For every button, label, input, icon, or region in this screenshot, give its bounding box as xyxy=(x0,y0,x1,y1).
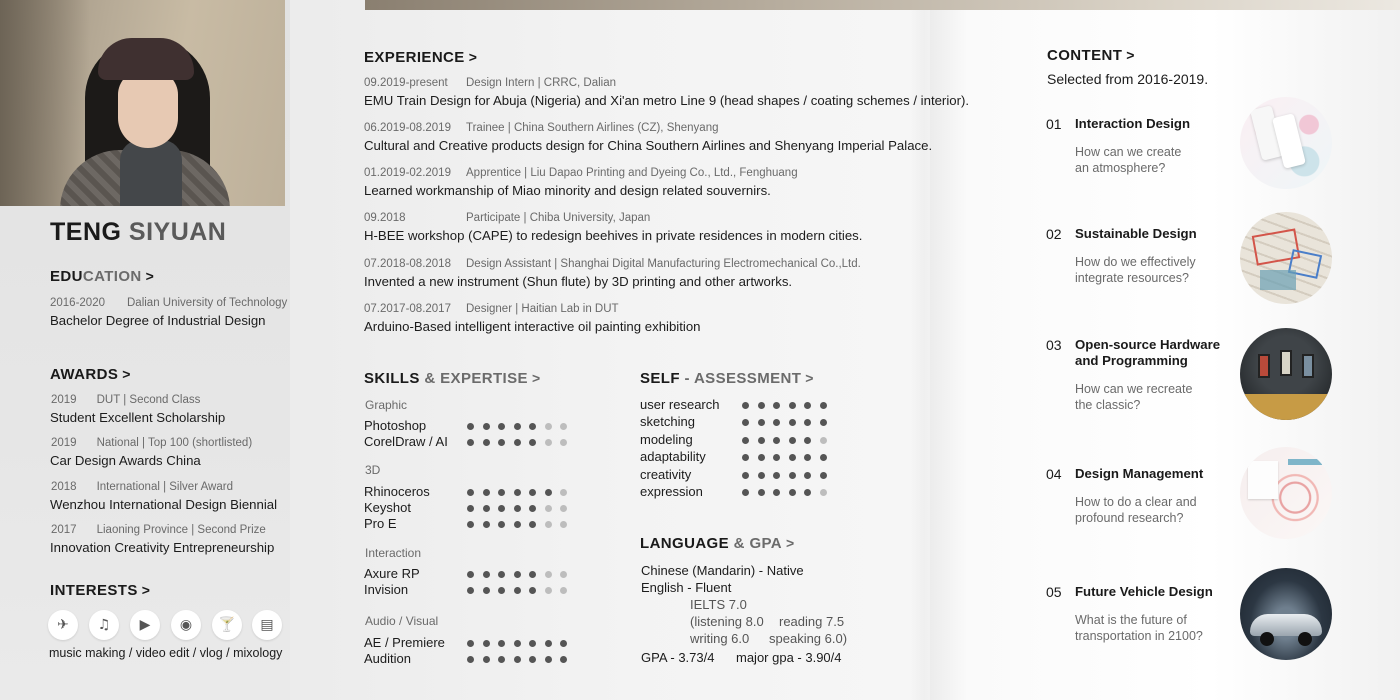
rating-dot xyxy=(514,587,521,594)
rating-dot xyxy=(467,587,474,594)
rating-dot xyxy=(820,419,827,426)
open-source-hardware-thumbnail[interactable] xyxy=(1240,328,1332,420)
rating-dot xyxy=(467,439,474,446)
rating-dot xyxy=(529,505,536,512)
rating-dot xyxy=(529,521,536,528)
experience-date: 07.2018-08.2018 xyxy=(364,258,451,270)
rating-dot xyxy=(742,419,749,426)
video-camera-icon: ▶ xyxy=(130,610,160,640)
language-gpa: GPA - 3.73/4 xyxy=(641,650,715,665)
rating-dot xyxy=(758,489,765,496)
content-question: How can we recreate xyxy=(1075,382,1193,396)
award-year: 2019 xyxy=(51,437,77,449)
skill-category: Interaction xyxy=(365,546,422,560)
content-heading: CONTENT > xyxy=(1047,47,1135,64)
skill-rating xyxy=(467,521,576,528)
cocktail-icon: 🍸 xyxy=(212,610,242,640)
award-meta xyxy=(51,524,266,536)
rating-dot xyxy=(498,640,505,647)
rating-dot xyxy=(789,489,796,496)
assessment-rating xyxy=(742,489,835,496)
skill-name: Pro E xyxy=(364,516,397,531)
skill-name: CorelDraw / AI xyxy=(364,434,448,449)
rating-dot xyxy=(560,505,567,512)
rating-dot xyxy=(529,571,536,578)
rating-dot xyxy=(545,587,552,594)
content-subtitle: Selected from 2016-2019. xyxy=(1047,71,1209,87)
award-meta xyxy=(51,481,233,493)
skill-name: Keyshot xyxy=(364,500,411,515)
rating-dot xyxy=(758,402,765,409)
rating-dot xyxy=(498,439,505,446)
award-category: DUT | Second Class xyxy=(96,394,201,406)
skill-name: Audition xyxy=(364,651,411,666)
rating-dot xyxy=(560,571,567,578)
music-icon: ♫ xyxy=(89,610,119,640)
first-name: TENG xyxy=(50,218,122,246)
rating-dot xyxy=(467,505,474,512)
rating-dot xyxy=(545,505,552,512)
rating-dot xyxy=(467,423,474,430)
rating-dot xyxy=(467,521,474,528)
rating-dot xyxy=(467,571,474,578)
award-category: International | Silver Award xyxy=(96,481,233,493)
skill-rating xyxy=(467,587,576,594)
camera-icon: ◉ xyxy=(171,610,201,640)
rating-dot xyxy=(483,439,490,446)
content-question-line2: profound research? xyxy=(1075,511,1184,525)
rating-dot xyxy=(514,439,521,446)
assessment-name: adaptability xyxy=(640,449,706,464)
language-ielts: IELTS 7.0 xyxy=(690,597,747,612)
rating-dot xyxy=(804,437,811,444)
language-reading: reading 7.5 xyxy=(779,614,845,629)
future-vehicle-thumbnail[interactable] xyxy=(1240,568,1332,660)
rating-dot xyxy=(483,423,490,430)
rating-dot xyxy=(529,489,536,496)
interaction-design-thumbnail[interactable] xyxy=(1240,97,1332,189)
rating-dot xyxy=(742,437,749,444)
rating-dot xyxy=(514,656,521,663)
rating-dot xyxy=(529,587,536,594)
award-meta xyxy=(51,437,252,449)
skill-rating xyxy=(467,640,576,647)
experience-date: 06.2019-08.2019 xyxy=(364,122,451,134)
experience-meta xyxy=(364,167,798,179)
content-number: 03 xyxy=(1046,337,1062,353)
rating-dot xyxy=(560,656,567,663)
rating-dot xyxy=(514,571,521,578)
rating-dot xyxy=(773,419,780,426)
sustainable-design-thumbnail[interactable] xyxy=(1240,212,1332,304)
rating-dot xyxy=(560,489,567,496)
skill-rating xyxy=(467,439,576,446)
skill-name: AE / Premiere xyxy=(364,635,445,650)
rating-dot xyxy=(498,656,505,663)
education-heading: EDUCATION > xyxy=(50,268,155,285)
skill-rating xyxy=(467,489,576,496)
education-degree: Bachelor Degree of Industrial Design xyxy=(50,313,266,328)
content-title[interactable]: Interaction Design xyxy=(1075,116,1191,131)
rating-dot xyxy=(820,489,827,496)
rating-dot xyxy=(467,489,474,496)
language-native: Chinese (Mandarin) - Native xyxy=(641,563,804,578)
rating-dot xyxy=(820,472,827,479)
assessment-rating xyxy=(742,437,835,444)
rating-dot xyxy=(545,656,552,663)
skill-rating xyxy=(467,571,576,578)
skill-name: Axure RP xyxy=(364,566,420,581)
language-major-gpa: major gpa - 3.90/4 xyxy=(736,650,842,665)
experience-date: 01.2019-02.2019 xyxy=(364,167,451,179)
awards-heading: AWARDS > xyxy=(50,366,131,383)
rating-dot xyxy=(483,640,490,647)
content-number: 01 xyxy=(1046,116,1062,132)
rating-dot xyxy=(820,437,827,444)
content-question: How to do a clear and xyxy=(1075,495,1197,509)
content-question-line2: the classic? xyxy=(1075,398,1141,412)
experience-date: 07.2017-08.2017 xyxy=(364,303,451,315)
experience-role: Trainee | China Southern Airlines (CZ), Shenyang xyxy=(466,122,719,134)
rating-dot xyxy=(773,402,780,409)
content-title-line2[interactable]: and Programming xyxy=(1075,353,1188,368)
experience-description: Arduino-Based intelligent interactive oil painting exhibition xyxy=(364,319,701,334)
award-year: 2017 xyxy=(51,524,77,536)
language-heading: LANGUAGE & GPA > xyxy=(640,535,795,552)
content-title[interactable]: Future Vehicle Design xyxy=(1075,584,1213,599)
experience-meta xyxy=(364,77,616,89)
rating-dot xyxy=(773,489,780,496)
rating-dot xyxy=(545,571,552,578)
experience-role: Participate | Chiba University, Japan xyxy=(466,212,651,224)
award-title: Car Design Awards China xyxy=(50,453,201,468)
rating-dot xyxy=(820,454,827,461)
rating-dot xyxy=(514,640,521,647)
rating-dot xyxy=(467,640,474,647)
award-meta xyxy=(51,394,200,406)
rating-dot xyxy=(789,419,796,426)
assessment-rating xyxy=(742,402,835,409)
profile-photo xyxy=(0,0,285,206)
rating-dot xyxy=(498,521,505,528)
skill-rating xyxy=(467,423,576,430)
rating-dot xyxy=(758,419,765,426)
top-accent-bar xyxy=(365,0,1400,10)
rating-dot xyxy=(804,489,811,496)
rating-dot xyxy=(545,423,552,430)
notebook-icon: ▤ xyxy=(252,610,282,640)
rating-dot xyxy=(820,402,827,409)
experience-meta xyxy=(364,258,861,270)
rating-dot xyxy=(498,587,505,594)
experience-heading: EXPERIENCE > xyxy=(364,49,478,66)
rating-dot xyxy=(529,423,536,430)
rating-dot xyxy=(560,587,567,594)
assessment-rating xyxy=(742,454,835,461)
skill-category: Graphic xyxy=(365,398,408,412)
assessment-name: sketching xyxy=(640,414,695,429)
content-title[interactable]: Open-source Hardware xyxy=(1075,337,1221,352)
rating-dot xyxy=(773,454,780,461)
skill-rating xyxy=(467,505,576,512)
content-number: 02 xyxy=(1046,226,1062,242)
experience-role: Designer | Haitian Lab in DUT xyxy=(466,303,619,315)
award-title: Student Excellent Scholarship xyxy=(50,410,226,425)
rating-dot xyxy=(560,640,567,647)
assessment-name: user research xyxy=(640,397,720,412)
rating-dot xyxy=(545,640,552,647)
rating-dot xyxy=(545,439,552,446)
rating-dot xyxy=(742,472,749,479)
rating-dot xyxy=(545,521,552,528)
award-year: 2018 xyxy=(51,481,77,493)
airplane-icon: ✈ xyxy=(48,610,78,640)
language-speaking: speaking 6.0) xyxy=(769,631,848,646)
content-question: How do we effectively xyxy=(1075,255,1196,269)
language-writing: writing 6.0 xyxy=(690,631,750,646)
experience-meta xyxy=(364,212,650,224)
rating-dot xyxy=(483,571,490,578)
rating-dot xyxy=(758,437,765,444)
experience-date: 09.2019-present xyxy=(364,77,448,89)
content-number: 04 xyxy=(1046,466,1062,482)
rating-dot xyxy=(514,505,521,512)
rating-dot xyxy=(529,439,536,446)
person-name xyxy=(50,218,226,247)
award-category: Liaoning Province | Second Prize xyxy=(96,524,266,536)
rating-dot xyxy=(758,472,765,479)
content-number: 05 xyxy=(1046,584,1062,600)
experience-meta xyxy=(364,303,619,315)
content-question-line2: transportation in 2100? xyxy=(1075,629,1203,643)
skill-category: Audio / Visual xyxy=(365,614,439,628)
rating-dot xyxy=(773,472,780,479)
assessment-rating xyxy=(742,472,835,479)
rating-dot xyxy=(483,656,490,663)
rating-dot xyxy=(804,472,811,479)
award-title: Innovation Creativity Entrepreneurship xyxy=(50,540,275,555)
rating-dot xyxy=(758,454,765,461)
skill-name: Photoshop xyxy=(364,418,427,433)
content-question-line2: integrate resources? xyxy=(1075,271,1189,285)
rating-dot xyxy=(483,587,490,594)
assessment-name: creativity xyxy=(640,467,692,482)
content-question-line2: an atmosphere? xyxy=(1075,161,1166,175)
rating-dot xyxy=(514,489,521,496)
rating-dot xyxy=(742,402,749,409)
skill-name: Invision xyxy=(364,582,409,597)
rating-dot xyxy=(560,521,567,528)
design-management-thumbnail[interactable] xyxy=(1240,447,1332,539)
experience-description: Learned workmanship of Miao minority and design related souvernirs. xyxy=(364,183,771,198)
experience-role: Design Intern | CRRC, Dalian xyxy=(466,77,616,89)
interests-heading: INTERESTS > xyxy=(50,582,151,599)
assessment-rating xyxy=(742,419,835,426)
rating-dot xyxy=(498,505,505,512)
rating-dot xyxy=(483,505,490,512)
experience-description: EMU Train Design for Abuja (Nigeria) and Xi'an metro Line 9 (head shapes / coating schemes / interior). xyxy=(364,93,970,108)
rating-dot xyxy=(514,423,521,430)
rating-dot xyxy=(467,656,474,663)
rating-dot xyxy=(514,521,521,528)
rating-dot xyxy=(483,489,490,496)
skills-heading: SKILLS & EXPERTISE > xyxy=(364,370,541,387)
content-title[interactable]: Design Management xyxy=(1075,466,1204,481)
last-name: SIYUAN xyxy=(128,218,227,246)
rating-dot xyxy=(545,489,552,496)
skill-rating xyxy=(467,656,576,663)
rating-dot xyxy=(483,521,490,528)
rating-dot xyxy=(804,454,811,461)
experience-role: Design Assistant | Shanghai Digital Manufacturing Electromechanical Co.,Ltd. xyxy=(466,258,861,270)
experience-description: Invented a new instrument (Shun flute) by 3D printing and other artworks. xyxy=(364,274,793,289)
rating-dot xyxy=(560,423,567,430)
rating-dot xyxy=(742,454,749,461)
language-listening: (listening 8.0 xyxy=(690,614,764,629)
rating-dot xyxy=(742,489,749,496)
experience-description: Cultural and Creative products design for China Southern Airlines and Shenyang Imperial Palace. xyxy=(364,138,933,153)
content-title[interactable]: Sustainable Design xyxy=(1075,226,1197,241)
rating-dot xyxy=(529,640,536,647)
experience-description: H-BEE workshop (CAPE) to redesign beehives in private residences in modern cities. xyxy=(364,228,863,243)
rating-dot xyxy=(789,454,796,461)
skill-category: 3D xyxy=(365,463,381,477)
award-title: Wenzhou International Design Biennial xyxy=(50,497,278,512)
experience-meta xyxy=(364,122,719,134)
experience-date: 09.2018 xyxy=(364,212,406,224)
rating-dot xyxy=(804,402,811,409)
award-category: National | Top 100 (shortlisted) xyxy=(96,437,253,449)
rating-dot xyxy=(773,437,780,444)
assessment-name: expression xyxy=(640,484,703,499)
rating-dot xyxy=(804,419,811,426)
content-question: How can we create xyxy=(1075,145,1182,159)
interests-caption: music making / video edit / vlog / mixology xyxy=(49,646,283,660)
education-meta: 2016-2020 Dalian University of Technology xyxy=(50,297,288,309)
assessment-name: modeling xyxy=(640,432,693,447)
rating-dot xyxy=(789,437,796,444)
award-year: 2019 xyxy=(51,394,77,406)
rating-dot xyxy=(498,571,505,578)
rating-dot xyxy=(498,489,505,496)
language-english: English - Fluent xyxy=(641,580,732,595)
self-assessment-heading: SELF - ASSESSMENT > xyxy=(640,370,814,387)
experience-role: Apprentice | Liu Dapao Printing and Dyeing Co., Ltd., Fenghuang xyxy=(466,167,798,179)
rating-dot xyxy=(789,472,796,479)
rating-dot xyxy=(560,439,567,446)
rating-dot xyxy=(529,656,536,663)
content-question: What is the future of xyxy=(1075,613,1187,627)
skill-name: Rhinoceros xyxy=(364,484,430,499)
rating-dot xyxy=(498,423,505,430)
rating-dot xyxy=(789,402,796,409)
